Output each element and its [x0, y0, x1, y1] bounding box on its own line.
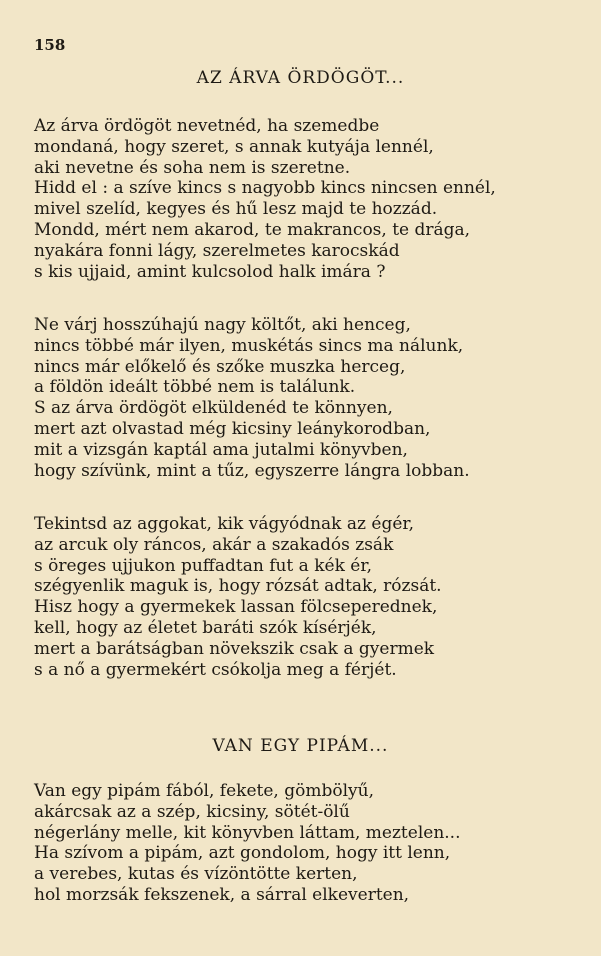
stanza	[34, 116, 594, 282]
verse-line: nyakára fonni lágy, szerelmetes karocskád	[34, 240, 400, 261]
verse-line: Ha szívom a pipám, azt gondolom, hogy itt lenn,	[34, 843, 451, 864]
verse-line: Tekintsd az aggokat, kik vágyódnak az égér,	[34, 514, 415, 534]
verse-line: hol morzsák fekszenek, a sárral elkeverten,	[34, 884, 410, 905]
verse-line: akárcsak az a szép, kicsiny, sötét-ölű	[34, 801, 350, 822]
verse-line: s a nő a gyermekért csókolja meg a férjét.	[34, 659, 397, 680]
stanza	[34, 514, 594, 680]
verse-line: mit a vizsgán kaptál ama jutalmi könyvben,	[34, 439, 408, 460]
verse-line: mert a barátságban növekszik csak a gyermek	[34, 638, 435, 659]
poem-title: VAN EGY PIPÁM...	[212, 736, 389, 756]
verse-line: Ne várj hosszúhajú nagy költőt, aki henceg,	[34, 315, 411, 335]
verse-line: Hidd el : a szíve kincs s nagyobb kincs nincsen ennél,	[34, 178, 496, 199]
page-number: 158	[34, 36, 66, 54]
verse-line: mondaná, hogy szeret, s annak kutyája lennél,	[34, 136, 434, 157]
verse-line: az arcuk oly ráncos, akár a szakadós zsák	[34, 534, 394, 555]
verse-line: szégyenlik maguk is, hogy rózsát adtak, rózsát.	[34, 576, 442, 597]
verse-line: Van egy pipám fából, fekete, gömbölyű,	[34, 781, 374, 801]
verse-line: Hisz hogy a gyermekek lassan fölcseperednek,	[34, 597, 438, 618]
stanza	[34, 315, 594, 481]
verse-line: négerlány melle, kit könyvben láttam, meztelen...	[34, 822, 461, 843]
verse-line: s kis ujjaid, amint kulcsolod halk imára ?	[34, 261, 386, 282]
verse-line: kell, hogy az életet baráti szók kísérjék,	[34, 617, 377, 638]
verse-line: a verebes, kutas és vízöntötte kerten,	[34, 864, 358, 885]
verse-line: Mondd, mért nem akarod, te makrancos, te drága,	[34, 219, 471, 240]
verse-line: mert azt olvastad még kicsiny leánykorodban,	[34, 418, 431, 439]
verse-line: nincs többé már ilyen, muskétás sincs ma nálunk,	[34, 335, 464, 356]
stanza	[34, 781, 594, 906]
verse-line: hogy szívünk, mint a tűz, egyszerre lángra lobban.	[34, 460, 470, 481]
verse-line: aki nevetne és soha nem is szeretne.	[34, 157, 351, 178]
verse-line: mivel szelíd, kegyes és hű lesz majd te hozzád.	[34, 199, 438, 220]
verse-line: S az árva ördögöt elküldenéd te könnyen,	[34, 398, 393, 419]
verse-line: nincs már előkelő és szőke muszka herceg,	[34, 356, 406, 377]
verse-line: a földön ideált többé nem is találunk.	[34, 377, 356, 398]
verse-line: s öreges ujjukon puffadtan fut a kék ér,	[34, 555, 372, 576]
poem-title: AZ ÁRVA ÖRDÖGÖT...	[196, 68, 405, 88]
verse-line: Az árva ördögöt nevetnéd, ha szemedbe	[34, 116, 380, 136]
